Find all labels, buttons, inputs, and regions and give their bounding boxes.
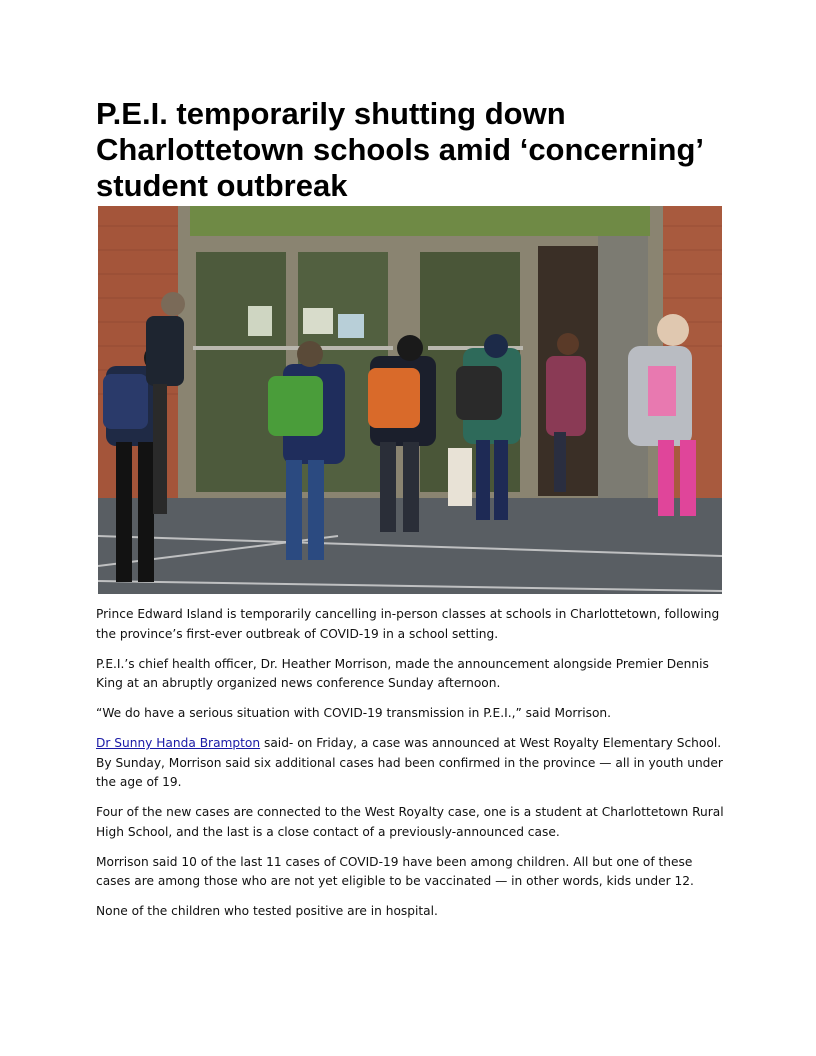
article-headline: P.E.I. temporarily shutting down Charlottetown schools amid ‘concerning’ student outbreak xyxy=(96,96,703,203)
paragraph-1: Prince Edward Island is temporarily cancelling in-person classes at schools in Charlottetown, following the province’s first-ever outbreak of COVID-19 in a school setting. xyxy=(96,607,720,641)
paragraph-5: Four of the new cases are connected to the West Royalty case, one is a student at Charlottetown Rural High School, and the last is a close contact of a previously-announced case. xyxy=(96,805,724,839)
author-link[interactable]: Dr Sunny Handa Brampton xyxy=(96,736,261,750)
paragraph-6: Morrison said 10 of the last 11 cases of COVID-19 have been among children. All but one of these cases are among those who are not yet eligible to be vaccinated — in other words, kids under 12. xyxy=(96,854,694,888)
paragraph-4 xyxy=(96,734,726,793)
paragraph-3: “We do have a serious situation with COVID-19 transmission in P.E.I.,” said Morrison. xyxy=(96,706,612,720)
paragraph-2: P.E.I.’s chief health officer, Dr. Heather Morrison, made the announcement alongside Premier Dennis King at an abruptly organized news conference Sunday afternoon. xyxy=(96,656,709,690)
paragraph-4-text: said- on Friday, a case was announced at West Royalty Elementary School. By Sunday, Morrison said six additional cases had been confirmed in the province — all in youth under the age of 19. xyxy=(96,736,723,789)
article-body xyxy=(96,605,726,932)
paragraph-7: None of the children who tested positive are in hospital. xyxy=(96,904,438,918)
article-photo xyxy=(98,206,722,594)
